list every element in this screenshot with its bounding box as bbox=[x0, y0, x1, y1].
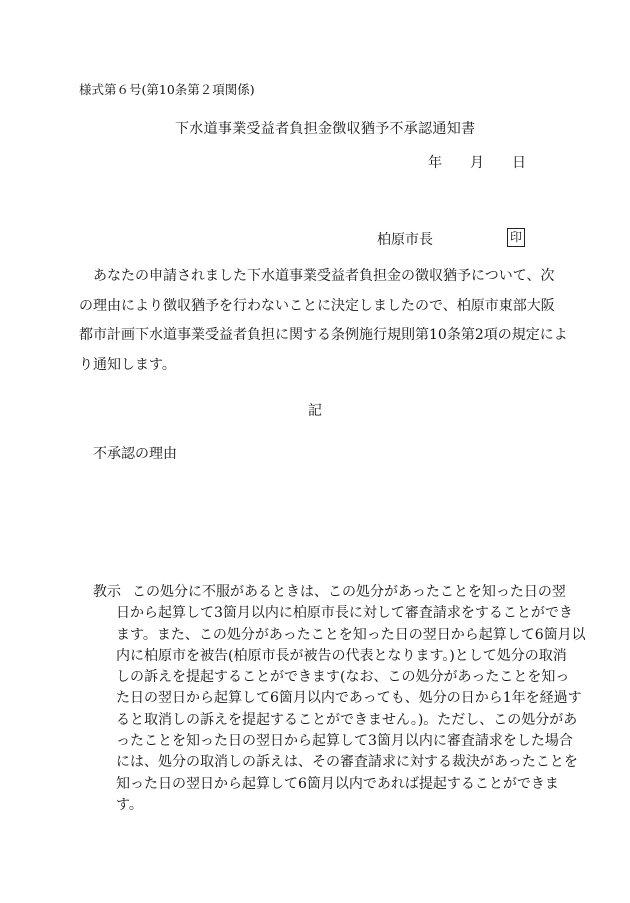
body-line: あなたの申請されました下水道事業受益者負担金の徴収猶予について、次 bbox=[79, 268, 555, 284]
notice-line: ると取消しの訴えを提起することができません。)。ただし、この処分があ bbox=[116, 711, 578, 728]
notice-line: この処分に不服があるときは、この処分があったことを知った日の翌 bbox=[132, 584, 566, 600]
seal-box: 印 bbox=[507, 228, 525, 247]
notice-line: た日の翌日から起算して6箇月以内であっても、処分の日から1年を経過す bbox=[116, 690, 582, 707]
notice-label: 教示 bbox=[93, 584, 121, 600]
rejection-reason-label: 不承認の理由 bbox=[93, 446, 177, 462]
date-month: 月 bbox=[470, 155, 484, 171]
notice-line: す。 bbox=[116, 796, 143, 813]
notice-line: 知った日の翌日から起算して6箇月以内であれば提起することができま bbox=[116, 775, 559, 792]
body-line: 都市計画下水道事業受益者負担に関する条例施行規則第10条第2項の規定によ bbox=[79, 327, 568, 343]
body-paragraph bbox=[79, 262, 568, 380]
date-day: 日 bbox=[512, 155, 526, 171]
notice-line: には、処分の取消しの訴えは、その審査請求に対する裁決があったことを bbox=[116, 754, 578, 771]
ki-marker: 記 bbox=[308, 403, 322, 419]
date-year: 年 bbox=[428, 155, 442, 171]
notice-line: ます。また、この処分があったことを知った日の翌日から起算して6箇月以 bbox=[116, 626, 586, 643]
body-line: り通知します。 bbox=[79, 356, 176, 373]
notice-line: 内に柏原市を被告(柏原市長が被告の代表となります。)として処分の取消 bbox=[116, 647, 567, 664]
appeal-notice bbox=[93, 582, 586, 816]
date-line bbox=[428, 152, 526, 172]
document-title: 下水道事業受益者負担金徴収猶予不承認通知書 bbox=[175, 121, 476, 137]
notice-line: しの訴えを提起することができます(なお、この処分があったことを知っ bbox=[116, 669, 570, 686]
form-number-label: 様式第６号(第10条第２項関係) bbox=[79, 82, 255, 97]
notice-line: 日から起算して3箇月以内に柏原市長に対して審査請求をすることができ bbox=[116, 605, 573, 622]
notice-line: ったことを知った日の翌日から起算して3箇月以内に審査請求をした場合 bbox=[116, 733, 573, 750]
body-line: の理由により徴収猶予を行わないことに決定しましたので、柏原市東部大阪 bbox=[79, 297, 555, 314]
issuer-name: 柏原市長 bbox=[377, 232, 433, 248]
